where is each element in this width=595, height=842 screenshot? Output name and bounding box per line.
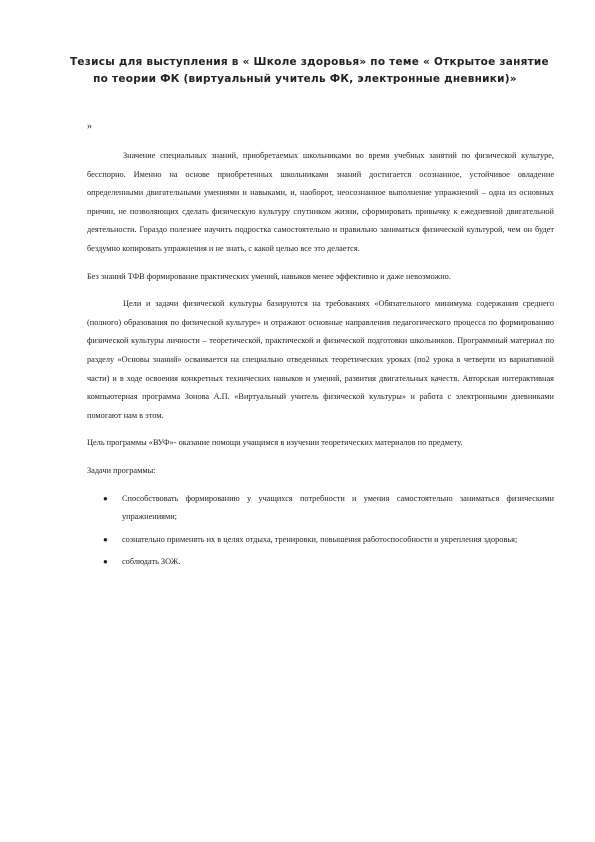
bullet-icon: ● [103, 534, 108, 544]
list-item [87, 553, 554, 572]
document-title [70, 54, 549, 88]
paragraph-goals-tasks: Цели и задачи физической культуры базируются на требованиях «Обязательного минимума содержания среднего (полного) образования по физической культуре» и отражают основные направления педагогического процесса по формированию физической культуры личности – теоретической, практической и физической подготовки школьников. Программный материал по разделу «Основы знаний» осваивается на специально отведенных теоретических уроках (по2 урока в четверти из вариативной части) и в ходе освоения конкретных технических навыков и умений, развития двигательных качеств. Авторская интерактивная компьютерная программа Зонова А.П. «Виртуальный учитель физической культуры» и работа с электронными дневниками помогают нам в этом. [87, 299, 554, 420]
title-line-2: по теории ФК (виртуальный учитель ФК, электронные дневники)» [93, 73, 517, 85]
title-line-1: Тезисы для выступления в « Школе здоровья» по теме « Открытое занятие [70, 56, 549, 68]
paragraph-knowledge-importance: Значение специальных знаний, приобретаемых школьниками во время учебных занятий по физической культуре, бесспорно. Именно на основе приобретенных школьниками знаний достигается осознанное, устойчивое овладение определенными двигательными умениями и навыками, и, наоборот, неосознанное выполнение упражнений – одна из основных причин, не позволяющих сделать физическую культуру спутником жизни, сформировать привычку к ежедневной двигательной деятельности. Гораздо полезнее научить подростка самостоятельно и правильно заниматься физической культурой, чем он будет бездумно копировать упражнения и не знать, с какой целью все это делается. [87, 151, 554, 253]
bullet-icon: ● [103, 493, 108, 503]
paragraph-program-goal: Цель программы «ВУФ»- оказание помощи учащимся в изучении теоретических материалов по предмету. [87, 438, 463, 448]
list-item-text: Способствовать формированию у учащихся потребности и умения самостоятельно заниматься физическими упражнениями; [122, 493, 554, 522]
tasks-list [87, 490, 554, 572]
list-item [87, 490, 554, 527]
list-item-text: соблюдать ЗОЖ. [122, 557, 181, 567]
list-item [87, 531, 554, 550]
paragraph-tfv-knowledge: Без знаний ТФВ формирование практических умений, навыков менее эффективно и даже невозможно. [87, 271, 451, 281]
paragraph-tasks-heading: Задачи программы: [87, 465, 156, 475]
stray-quote-mark: » [87, 121, 92, 132]
document-body [87, 147, 554, 576]
bullet-icon: ● [103, 557, 108, 567]
list-item-text: сознательно применять их в целях отдыха, тренировки, повышения работоспособности и укрепления здоровья; [122, 534, 518, 544]
